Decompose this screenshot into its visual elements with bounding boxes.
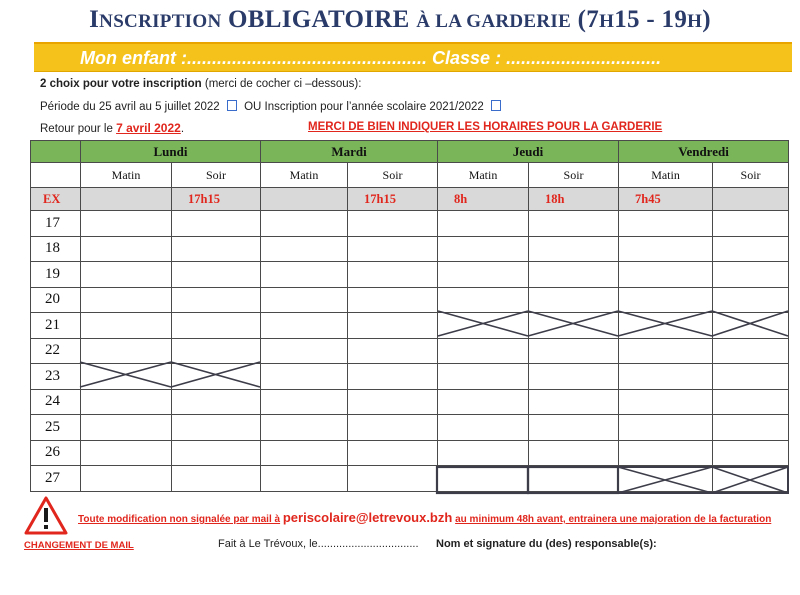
schedule-cell[interactable] xyxy=(348,389,438,415)
schedule-cell[interactable] xyxy=(81,338,172,364)
title-h2: H xyxy=(687,11,703,32)
schedule-cell[interactable] xyxy=(348,440,438,466)
day-jeudi: Jeudi xyxy=(438,141,619,163)
schedule-cell[interactable] xyxy=(438,415,529,441)
period-label: Période du 25 avril au 5 juillet 2022 xyxy=(40,101,220,113)
schedule-cell[interactable] xyxy=(261,415,348,441)
schedule-cell[interactable] xyxy=(713,287,789,313)
schedule-cell[interactable] xyxy=(529,287,619,313)
title-h1: H xyxy=(599,11,615,32)
change-mail-label: CHANGEMENT DE MAIL xyxy=(24,540,134,551)
schedule-cell[interactable] xyxy=(438,389,529,415)
choices-intro xyxy=(40,78,361,90)
fait-a-line[interactable]: Fait à Le Trévoux, le................................. xyxy=(218,538,419,550)
schedule-cell[interactable] xyxy=(529,389,619,415)
schedule-cell[interactable] xyxy=(713,236,789,262)
sub-soir: Soir xyxy=(348,163,438,188)
schedule-cell[interactable] xyxy=(619,466,713,492)
choices-intro-bold: 2 choix pour votre inscription xyxy=(40,78,202,90)
date-rows xyxy=(31,211,789,492)
corner-cell xyxy=(31,141,81,163)
example-cell xyxy=(261,188,348,211)
schedule-cell[interactable] xyxy=(438,313,529,339)
schedule-cell[interactable] xyxy=(172,287,261,313)
schedule-cell[interactable] xyxy=(81,389,172,415)
date-row xyxy=(31,313,789,339)
schedule-cell[interactable] xyxy=(81,313,172,339)
day-mardi: Mardi xyxy=(261,141,438,163)
schedule-cell[interactable] xyxy=(261,262,348,288)
schedule-cell[interactable] xyxy=(529,466,619,492)
schedule-cell[interactable] xyxy=(529,211,619,237)
schedule-cell[interactable] xyxy=(172,236,261,262)
schedule-cell[interactable] xyxy=(172,364,261,390)
title-nscription: NSCRIPTION xyxy=(99,11,222,32)
return-end: . xyxy=(180,123,185,135)
schedule-cell[interactable] xyxy=(172,313,261,339)
sub-corner xyxy=(31,163,81,188)
notice-prefix: Toute modification non signalée par mail à xyxy=(78,514,281,525)
title-hours-open: (7 xyxy=(577,6,600,33)
date-number: 25 xyxy=(31,415,81,441)
schedule-cell[interactable] xyxy=(172,338,261,364)
schedule-cell[interactable] xyxy=(172,262,261,288)
return-date: 7 avril 2022 xyxy=(116,121,181,135)
schedule-cell[interactable] xyxy=(529,415,619,441)
schedule-cell[interactable] xyxy=(348,415,438,441)
schedule-cell[interactable] xyxy=(172,389,261,415)
title-hours-mid: 15 - 19 xyxy=(614,6,688,33)
sub-soir: Soir xyxy=(713,163,789,188)
schedule-cell[interactable] xyxy=(713,466,789,492)
schedule-table xyxy=(30,140,789,492)
day-vendredi: Vendredi xyxy=(619,141,789,163)
schedule-cell[interactable] xyxy=(529,338,619,364)
sub-soir: Soir xyxy=(172,163,261,188)
date-number: 22 xyxy=(31,338,81,364)
schedule-cell[interactable] xyxy=(172,415,261,441)
year-checkbox[interactable] xyxy=(491,100,501,111)
date-row xyxy=(31,364,789,390)
signature-line[interactable]: Nom et signature du (des) responsable(s): xyxy=(436,538,657,550)
schedule-cell[interactable] xyxy=(261,236,348,262)
sub-matin: Matin xyxy=(619,163,713,188)
example-cell: 8h xyxy=(438,188,529,211)
schedule-cell[interactable] xyxy=(713,440,789,466)
day-lundi: Lundi xyxy=(81,141,261,163)
schedule-cell[interactable] xyxy=(713,364,789,390)
date-row xyxy=(31,236,789,262)
schedule-cell[interactable] xyxy=(81,415,172,441)
schedule-cell[interactable] xyxy=(438,440,529,466)
sub-matin: Matin xyxy=(438,163,529,188)
schedule-cell[interactable] xyxy=(261,364,348,390)
schedule-cell[interactable] xyxy=(81,262,172,288)
sub-soir: Soir xyxy=(529,163,619,188)
year-label: OU Inscription pour l’année scolaire 2021/2022 xyxy=(244,101,484,113)
schedule-cell[interactable] xyxy=(619,313,713,339)
schedule-cell[interactable] xyxy=(261,338,348,364)
schedule-cell[interactable] xyxy=(438,364,529,390)
schedule-cell[interactable] xyxy=(529,236,619,262)
schedule-cell[interactable] xyxy=(348,287,438,313)
schedule-cell[interactable] xyxy=(261,211,348,237)
schedule-cell[interactable] xyxy=(81,466,172,492)
schedule-cell[interactable] xyxy=(438,338,529,364)
return-label: Retour pour le xyxy=(40,123,113,135)
schedule-cell[interactable] xyxy=(713,389,789,415)
date-number: 19 xyxy=(31,262,81,288)
schedule-cell[interactable] xyxy=(619,389,713,415)
schedule-cell[interactable] xyxy=(619,211,713,237)
notice-suffix: au minimum 48h avant, entrainera une majoration de la facturation xyxy=(455,514,772,525)
schedule-cell[interactable] xyxy=(348,466,438,492)
schedule-cell[interactable] xyxy=(172,440,261,466)
schedule-cell[interactable] xyxy=(529,262,619,288)
schedule-cell[interactable] xyxy=(529,364,619,390)
schedule-cell[interactable] xyxy=(348,364,438,390)
date-row xyxy=(31,287,789,313)
sub-header-row xyxy=(31,163,789,188)
date-number: 27 xyxy=(31,466,81,492)
schedule-cell[interactable] xyxy=(172,466,261,492)
child-class-text: Mon enfant :................................................ Classe : ............................... xyxy=(80,48,662,68)
date-row xyxy=(31,211,789,237)
schedule-cell[interactable] xyxy=(348,236,438,262)
schedule-cell[interactable] xyxy=(348,211,438,237)
date-number: 17 xyxy=(31,211,81,237)
schedule-cell[interactable] xyxy=(438,236,529,262)
date-row xyxy=(31,466,789,492)
date-number: 18 xyxy=(31,236,81,262)
date-number: 23 xyxy=(31,364,81,390)
example-cell: 18h xyxy=(529,188,619,211)
notice-email[interactable]: periscolaire@letrevoux.bzh xyxy=(282,510,453,525)
date-row xyxy=(31,389,789,415)
schedule-cell[interactable] xyxy=(619,338,713,364)
schedule-cell[interactable] xyxy=(348,313,438,339)
modification-notice xyxy=(78,510,771,525)
example-cell xyxy=(81,188,172,211)
schedule-cell[interactable] xyxy=(713,338,789,364)
schedule-cell[interactable] xyxy=(81,211,172,237)
schedule-cell[interactable] xyxy=(619,364,713,390)
schedule-cell[interactable] xyxy=(713,262,789,288)
schedule-cell[interactable] xyxy=(261,287,348,313)
period-checkbox[interactable] xyxy=(227,100,237,111)
schedule-cell[interactable] xyxy=(713,313,789,339)
example-label: EX xyxy=(31,188,81,211)
schedule-cell[interactable] xyxy=(81,364,172,390)
date-number: 21 xyxy=(31,313,81,339)
schedule-cell[interactable] xyxy=(348,338,438,364)
return-line xyxy=(40,121,184,135)
warning-icon xyxy=(24,496,68,536)
title-a-la-garderie: À LA GARDERIE xyxy=(416,11,572,32)
date-row xyxy=(31,262,789,288)
date-row xyxy=(31,338,789,364)
schedule-cell[interactable] xyxy=(261,389,348,415)
form-title xyxy=(0,6,800,34)
sub-matin: Matin xyxy=(81,163,172,188)
schedule-cell[interactable] xyxy=(619,236,713,262)
schedule-cell[interactable] xyxy=(619,262,713,288)
example-row xyxy=(31,188,789,211)
schedule-cell[interactable] xyxy=(529,313,619,339)
schedule-cell[interactable] xyxy=(438,287,529,313)
schedule-cell[interactable] xyxy=(438,466,529,492)
choices-options xyxy=(40,100,505,113)
choices-intro-rest: (merci de cocher ci –dessous): xyxy=(201,78,362,90)
schedule-cell[interactable] xyxy=(261,313,348,339)
schedule-cell[interactable] xyxy=(261,466,348,492)
sub-matin: Matin xyxy=(261,163,348,188)
schedule-cell[interactable] xyxy=(619,415,713,441)
schedule-cell[interactable] xyxy=(438,211,529,237)
date-row xyxy=(31,440,789,466)
title-hours-close: ) xyxy=(702,6,711,33)
schedule-cell[interactable] xyxy=(172,211,261,237)
schedule-cell[interactable] xyxy=(619,440,713,466)
date-row xyxy=(31,415,789,441)
schedule-cell[interactable] xyxy=(81,440,172,466)
schedule-cell[interactable] xyxy=(713,415,789,441)
schedule-cell[interactable] xyxy=(529,440,619,466)
date-number: 24 xyxy=(31,389,81,415)
title-i: I xyxy=(89,6,100,33)
schedule-cell[interactable] xyxy=(81,236,172,262)
schedule-cell[interactable] xyxy=(619,287,713,313)
example-cell xyxy=(713,188,789,211)
date-number: 26 xyxy=(31,440,81,466)
day-header-row xyxy=(31,141,789,163)
schedule-cell[interactable] xyxy=(713,211,789,237)
schedule-cell[interactable] xyxy=(348,262,438,288)
schedule-cell[interactable] xyxy=(81,287,172,313)
date-number: 20 xyxy=(31,287,81,313)
title-obligatoire: OBLIGATOIRE xyxy=(228,6,410,33)
schedule-cell[interactable] xyxy=(261,440,348,466)
example-cell: 7h45 xyxy=(619,188,713,211)
example-cell: 17h15 xyxy=(172,188,261,211)
merci-notice: MERCI DE BIEN INDIQUER LES HORAIRES POUR LA GARDERIE xyxy=(308,121,663,133)
example-cell: 17h15 xyxy=(348,188,438,211)
schedule-cell[interactable] xyxy=(438,262,529,288)
child-class-bar[interactable] xyxy=(34,42,792,72)
